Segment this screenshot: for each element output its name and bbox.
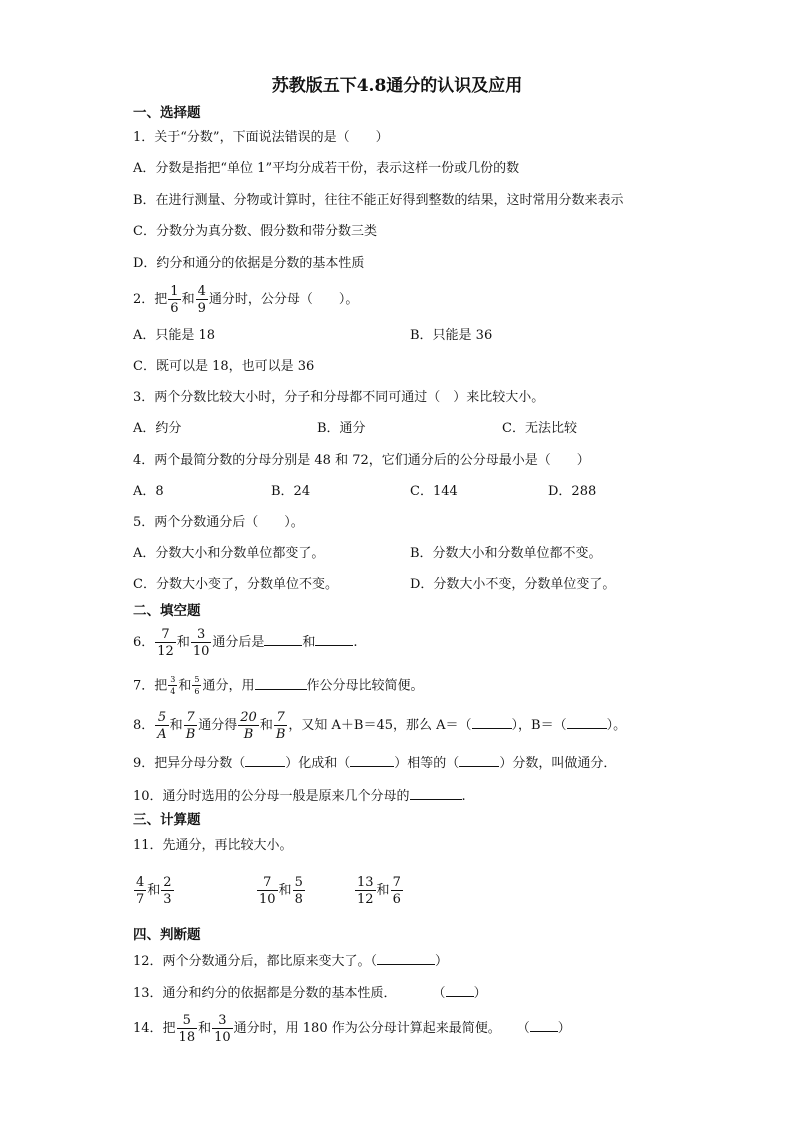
page-title: 苏教版五下4.8通分的认识及应用	[271, 76, 523, 96]
answer-blank[interactable]	[377, 952, 435, 965]
answer-blank[interactable]	[245, 754, 285, 767]
question-2-stem	[133, 282, 358, 318]
fraction-7-b: $\frac{7}{B}$	[185, 709, 196, 742]
answer-blank[interactable]	[350, 754, 394, 767]
answer-blank[interactable]	[567, 716, 607, 729]
answer-blank[interactable]	[315, 633, 353, 646]
fraction-5-8: $\frac{5}{8}$	[294, 874, 303, 907]
section-heading-judge: 四、判断题	[133, 927, 201, 943]
question-4-option-b: B．24	[271, 484, 311, 499]
fraction-2-3: $\frac{2}{3}$	[163, 874, 172, 907]
question-4-option-c: C．144	[410, 484, 458, 499]
question-9: 9．把异分母分数（ ）化成和（ ）相等的（ ）分数，叫做通分．	[133, 756, 617, 771]
question-10: 10．通分时选用的公分母一般是原来几个分母的 .	[133, 789, 466, 804]
answer-blank[interactable]	[459, 754, 499, 767]
section-heading-fill: 二、填空题	[133, 603, 201, 619]
fraction-3-4: $\frac{3}{4}$	[170, 675, 176, 696]
question-2-option-b: B．只能是 36	[410, 328, 493, 343]
question-4-stem: 4．两个最简分数的分母分别是 48 和 72，它们通分后的公分母最小是（ ）	[133, 453, 590, 468]
question-2-suffix: 通分时，公分母（ ）。	[208, 292, 359, 307]
fraction-4-9: $\frac{4}{9}$	[197, 283, 206, 316]
fraction-7-b-result: $\frac{7}{B}$	[275, 709, 286, 742]
section-heading-choice: 一、选择题	[133, 105, 201, 121]
question-4-option-a: A．8	[133, 484, 164, 499]
question-1-option-c: C．分数分为真分数、假分数和带分数三类	[133, 224, 377, 239]
fraction-20-b: $\frac{20}{B}$	[240, 709, 257, 742]
question-13: 13．通分和约分的依据都是分数的基本性质． （ ）	[133, 986, 487, 1001]
question-2-option-a: A．只能是 18	[133, 328, 216, 343]
fraction-3-10-q14: $\frac{3}{10}$	[214, 1012, 231, 1045]
question-2-option-c: C．既可以是 18，也可以是 36	[133, 359, 315, 374]
question-12: 12．两个分数通分后，都比原来变大了。（ ）	[133, 954, 449, 969]
question-5-option-b: B．分数大小和分数单位都不变。	[410, 546, 602, 561]
question-11-pair-1: $\frac{4}{7}$ 和 $\frac{2}{3}$	[136, 874, 172, 907]
answer-blank[interactable]	[530, 1019, 558, 1032]
question-3-stem: 3．两个分数比较大小时，分子和分母都不同可通过（ ）来比较大小。	[133, 390, 545, 405]
question-14: 14．把 $\frac{5}{18}$ 和 $\frac{3}{10}$ 通分时，用 180 作为公分母计算起来最简便。 （ ）	[133, 1012, 571, 1045]
question-8: 8． $\frac{5}{A}$ 和 $\frac{7}{B}$ 通分得 $\frac{20}{B}$ 和 $\frac{7}{B}$ ，又知 A＋B＝45，那么 A＝（ ），B＝（ ）。	[133, 709, 627, 742]
answer-blank[interactable]	[446, 984, 474, 997]
fraction-5-18: $\frac{5}{18}$	[178, 1012, 196, 1045]
answer-blank[interactable]	[264, 633, 302, 646]
question-11-pair-3: $\frac{13}{12}$ 和 $\frac{7}{6}$	[357, 874, 401, 907]
answer-blank[interactable]	[410, 787, 462, 800]
question-6: 6． $\frac{7}{12}$ 和 $\frac{3}{10}$ 通分后是 和 .	[133, 626, 358, 659]
question-5-option-d: D．分数大小不变，分数单位变了。	[410, 577, 616, 592]
section-heading-calc: 三、计算题	[133, 812, 201, 828]
answer-blank[interactable]	[255, 677, 307, 690]
question-1-option-a: A．分数是指把“单位 1”平均分成若干份，表示这样一份或几份的数	[133, 161, 520, 176]
question-5-stem: 5．两个分数通分后（ ）。	[133, 515, 304, 530]
fraction-13-12: $\frac{13}{12}$	[357, 874, 374, 907]
answer-blank[interactable]	[472, 716, 512, 729]
question-11-stem: 11．先通分，再比较大小。	[133, 838, 293, 853]
fraction-7-12: $\frac{7}{12}$	[157, 626, 174, 659]
question-1-stem: 1．关于“分数”，下面说法错误的是（ ）	[133, 130, 389, 145]
question-1-option-d: D．约分和通分的依据是分数的基本性质	[133, 256, 365, 271]
question-11-pair-2: $\frac{7}{10}$ 和 $\frac{5}{8}$	[259, 874, 303, 907]
question-7: 7．把 $\frac{3}{4}$ 和 $\frac{5}{6}$ 通分，用 作公分母比较简便。	[133, 675, 424, 696]
question-5-option-c: C．分数大小变了，分数单位不变。	[133, 577, 338, 592]
fraction-1-6: $\frac{1}{6}$	[170, 283, 179, 316]
question-3-option-a: A．约分	[133, 421, 182, 436]
fraction-7-10: $\frac{7}{10}$	[259, 874, 276, 907]
question-5-option-a: A．分数大小和分数单位都变了。	[133, 546, 325, 561]
fraction-5-a: $\frac{5}{A}$	[157, 709, 167, 742]
question-3-option-b: B．通分	[317, 421, 366, 436]
question-3-option-c: C．无法比较	[502, 421, 577, 436]
fraction-3-10: $\frac{3}{10}$	[192, 626, 210, 659]
fraction-4-7: $\frac{4}{7}$	[136, 874, 145, 907]
fraction-7-6: $\frac{7}{6}$	[392, 874, 401, 907]
question-2-and: 和	[181, 292, 195, 307]
fraction-5-6: $\frac{5}{6}$	[194, 675, 200, 696]
question-1-option-b: B．在进行测量、分物或计算时，往往不能正好得到整数的结果，这时常用分数来表示	[133, 193, 624, 208]
question-2-prefix: 2．把	[133, 292, 168, 307]
question-4-option-d: D．288	[548, 484, 597, 499]
